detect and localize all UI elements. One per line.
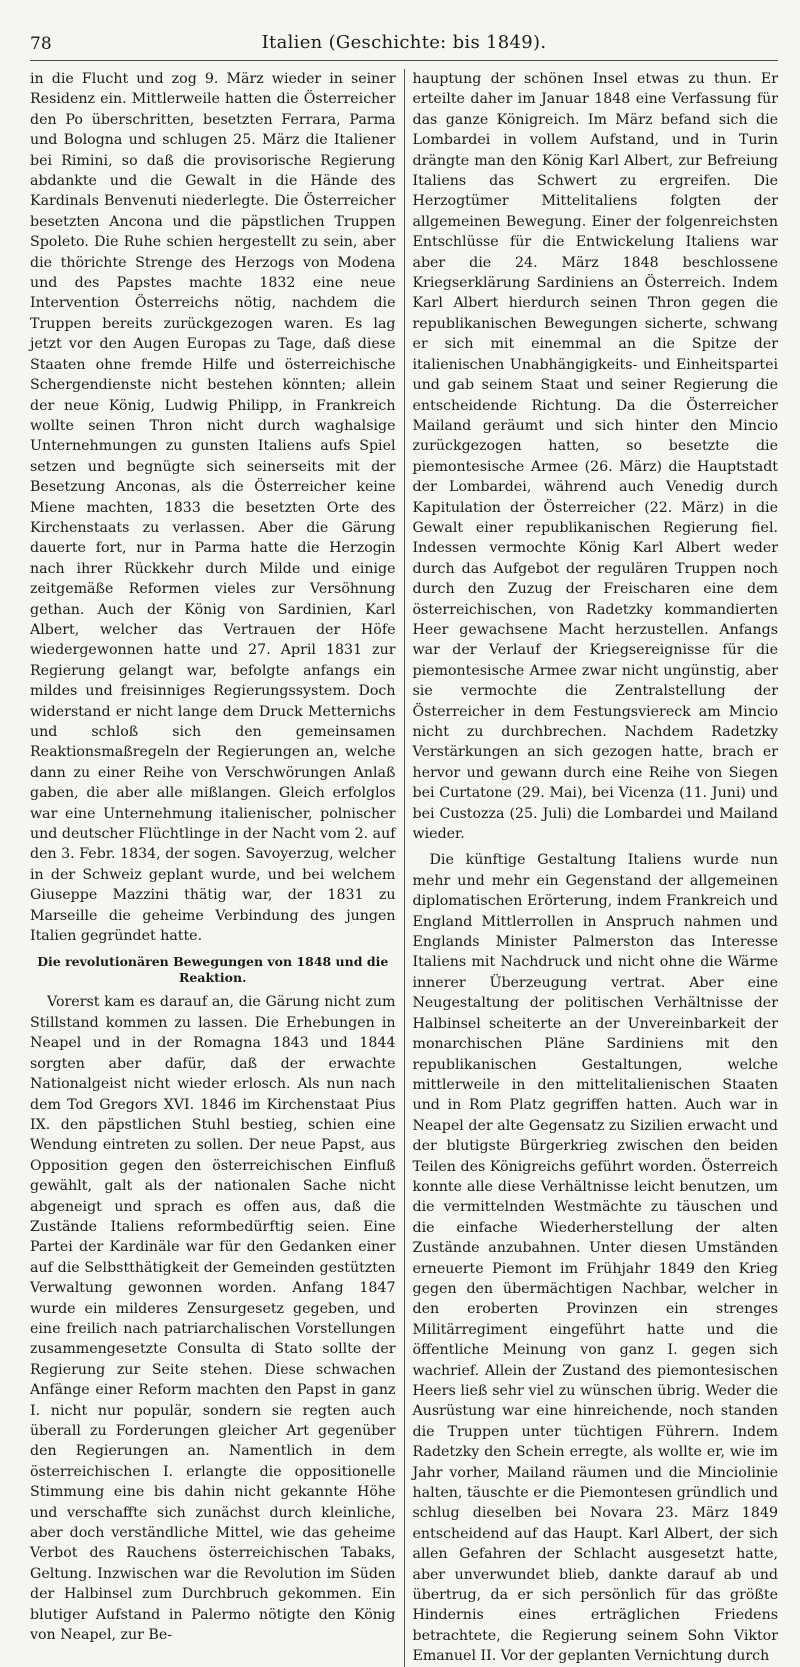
paragraph: Die künftige Gestaltung Italiens wurde nun mehr und mehr ein Gegenstand der allgemeinen diplomatischen Erörterung, indem Frankreich und England Mittlerrollen in Anspruch nahmen und Englands Minister Palmerston das Interesse Italiens mit Nachdruck und nicht ohne die Wärme innerer Überzeugung vertrat. Aber eine Neugestaltung der politischen Verhältnisse der Halbinsel scheiterte an der Unvereinbarkeit der monarchischen Pläne Sardiniens mit den republikanischen Gestaltungen, welche mittlerweile in den mittelitalienischen Staaten und in Rom Platz gegriffen hatten. Auch war in Neapel der alte Gegensatz zu Sizilien erwacht und der blutigste Bürgerkrieg zwischen den beiden Teilen des Königreichs geführt worden. Österreich konnte alle diese Verhältnisse leicht benutzen, um die vermittelnden Westmächte zu täuschen und die einfache Wiederherstellung der alten Zustände anzubahnen. Unter diesen Umständen erneuerte Piemont im Frühjahr 1849 den Krieg gegen den übermächtigen Nachbar, welcher in den eroberten Provinzen ein strenges Militärregiment eingeführt hatte und die öffentliche Meinung von ganz I. gegen sich wachrief. Allein der Zustand des piemontesischen Heers ließ sehr viel zu wünschen übrig. Weder die Ausrüstung war eine hinreichende, noch standen die Truppen unter tüchtigen Führern. Indem Radetzky den Schein erregte, als wollte er, wie im Jahr vorher, Mailand räumen und die Minciolinie halten, täuschte er die Piemontesen gründlich und schlug dieselben bei Novara 23. März 1849 entscheidend auf das Haupt. Karl Albert, der sich allen Gefahren der Schlacht ausgesetzt hatte, aber unverwundet blieb, dankte darauf ab und übertrug, da er sich persönlich für das größte Hindernis eines erträglichen Friedens betrachtete, die Regierung seinem Sohn Viktor Emanuel II. Vor der geplanten Vernichtung durch: [412, 852, 778, 1665]
text-columns: [30, 69, 778, 1667]
paragraph: Vorerst kam es darauf an, die Gärung nicht zum Stillstand kommen zu lassen. Die Erhebungen in Neapel und in der Romagna 1843 und 1844 sorgten aber dafür, daß der erwachte Nationalgeist nicht wieder erlosch. Als nun nach dem Tod Gregors XVI. 1846 im Kirchenstaat Pius IX. den päpstlichen Stuhl bestieg, schien eine Wendung eintreten zu sollen. Der neue Papst, aus Opposition gegen den österreichischen Einfluß gewählt, galt als der nationalen Sache nicht abgeneigt und sprach es offen aus, daß die Zustände Italiens reformbedürftig seien. Eine Partei der Kardinäle war für den Gedanken einer auf die Selbstthätigkeit der Gemeinden gestützten Verwaltung gewonnen worden. Anfang 1847 wurde ein milderes Zensurgesetz gegeben, und eine freilich nach patriarchalischen Vorstellungen zusammengesetzte Consulta di Stato sollte der Regierung zur Seite stehen. Diese schwachen Anfänge einer Reform machten den Papst in ganz I. nicht nur populär, sondern sie regten auch überall zu Forderungen gleicher Art gegenüber den Regierungen an. Namentlich in dem österreichischen I. erlangte die oppositionelle Stimmung eine bis dahin nicht gekannte Höhe und verschaffte sich zunächst durch kleinliche, aber doch verständliche Mittel, wie das geheime Verbot des Rauchens österreichischen Tabaks, Geltung. Inzwischen war die Revolution im Süden der Halbinsel zum Durchbruch gekommen. Ein blutiger Aufstand in Palermo nötigte den König von Neapel, zur Be-: [30, 994, 396, 1644]
left-column: [30, 69, 396, 1667]
paragraph: hauptung der schönen Insel etwas zu thun. Er erteilte daher im Januar 1848 eine Verfassung für das ganze Königreich. Im März befand sich die Lombardei in vollem Aufstand, und in Turin drängte man den König Karl Albert, zur Befreiung Italiens das Schwert zu ergreifen. Die Herzogtümer Mittelitaliens folgten der allgemeinen Bewegung. Einer der folgenreichsten Entschlüsse für die Entwickelung Italiens war aber die 24. März 1848 beschlossene Kriegserklärung Sardiniens an Österreich. Indem Karl Albert hierdurch seinen Thron gegen die republikanischen Bewegungen sicherte, schwang er sich mit einemmal an die Spitze der italienischen Unabhängigkeits- und Einheitspartei und gab seinem Staat und seiner Regierung die entscheidende Richtung. Da die Österreicher Mailand geräumt und sich hinter den Mincio zurückgezogen hatten, so besetzte die piemontesische Armee (26. März) die Hauptstadt der Lombardei, während auch Venedig durch Kapitulation der Österreicher (22. März) in die Gewalt einer republikanischen Regierung fiel. Indessen vermochte König Karl Albert weder durch das Aufgebot der regulären Truppen noch durch den Zuzug der Freischaren eine dem österreichischen, von Radetzky kommandierten Heer gewachsene Macht herzustellen. Anfangs war der Verlauf der Kriegsereignisse für die piemontesische Armee zwar nicht ungünstig, aber sie vermochte die Zentralstellung der Österreicher in dem Festungsviereck am Mincio nicht zu durchbrechen. Nachdem Radetzky Verstärkungen an sich gezogen hatte, brach er hervor und gewann durch eine Reihe von Siegen bei Curtatone (29. Mai), bei Vicenza (11. Juni) und bei Custozza (25. Juli) die Lombardei und Mailand wieder.: [412, 71, 778, 843]
paragraph: in die Flucht und zog 9. März wieder in seiner Residenz ein. Mittlerweile hatten die Österreicher den Po überschritten, besetzten Ferrara, Parma und Bologna und schlugen 25. März die Italiener bei Rimini, so daß die provisorische Regierung abdankte und die Gewalt in die Hände des Kardinals Benvenuti niederlegte. Die Österreicher besetzten Ancona und die päpstlichen Truppen Spoleto. Die Ruhe schien hergestellt zu sein, aber die thörichte Strenge des Herzogs von Modena und des Papstes machte 1832 eine neue Intervention Österreichs nötig, nachdem die Truppen bereits zurückgezogen waren. Es lag jetzt vor den Augen Europas zu Tage, daß diese Staaten ohne fremde Hilfe und österreichische Schergendienste nicht bestehen könnten; allein der neue König, Ludwig Philipp, in Frankreich wollte seinen Thron nicht durch waghalsige Unternehmungen zu gunsten Italiens aufs Spiel setzen und begnügte sich seinerseits mit der Besetzung Anconas, als die Österreicher keine Miene machten, 1833 die besetzten Orte des Kirchenstaats zu verlassen. Aber die Gärung dauerte fort, nur in Parma hatte die Herzogin nach ihrer Rückkehr durch Milde und einige zeitgemäße Reformen vieles zur Versöhnung gethan. Auch der König von Sardinien, Karl Albert, welcher das Vertrauen der Höfe wiedergewonnen hatte und 27. April 1831 zur Regierung gelangt war, befolgte anfangs ein mildes und freisinniges Regierungssystem. Doch widerstand er nicht lange dem Druck Metternichs und schloß sich den gemeinsamen Reaktionsmaßregeln der Regierungen an, welche dann zu einer Reihe von Verschwörungen Anlaß gaben, die aber alle mißlangen. Gleich erfolglos war eine Unternehmung italienischer, polnischer und deutscher Flüchtlinge in der Nacht vom 2. auf den 3. Febr. 1834, der sogen. Savoyerzug, welcher in der Schweiz geplant wurde, und bei welchem Giuseppe Mazzini thätig war, der 1831 zu Marseille die geheime Verbindung des jungen Italien gegründet hatte.: [30, 71, 396, 945]
column-divider: [404, 69, 405, 1667]
page-header: [30, 30, 778, 61]
right-column: [413, 69, 779, 1667]
page-number: 78: [30, 34, 52, 54]
section-heading: Die revolutionären Bewegungen von 1848 und die Reaktion.: [37, 954, 389, 986]
running-head: Italien (Geschichte: bis 1849).: [261, 32, 547, 53]
